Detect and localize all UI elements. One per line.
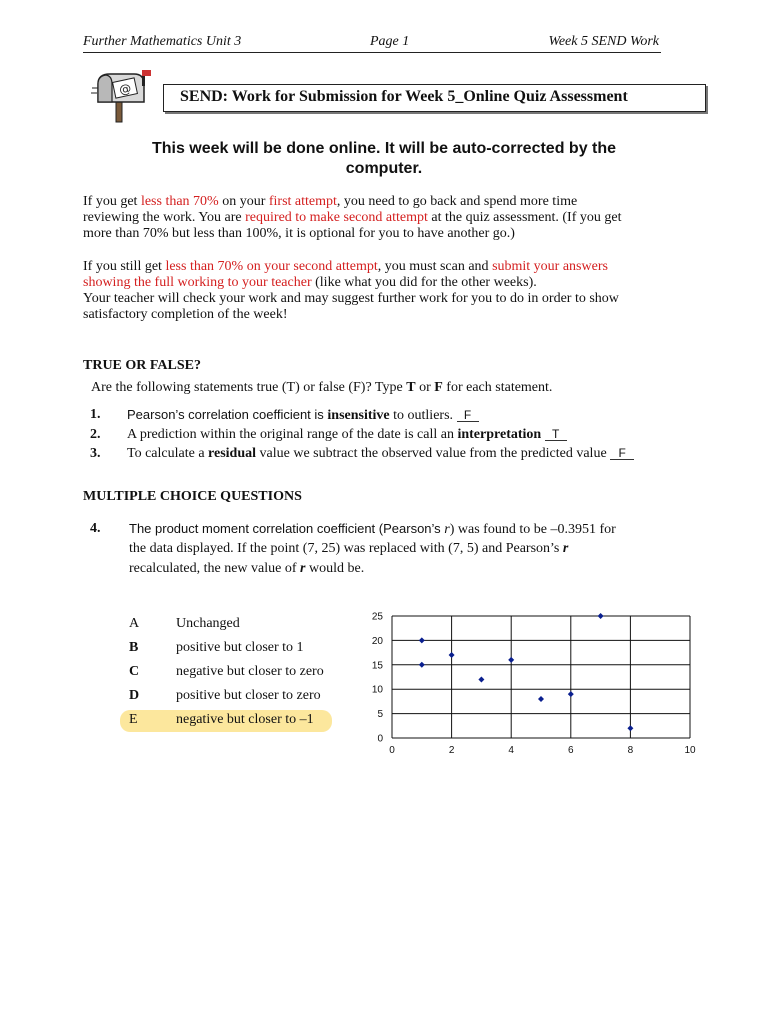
header-week: Week 5 SEND Work (548, 34, 659, 49)
multiple-choice-heading: MULTIPLE CHOICE QUESTIONS (83, 489, 302, 504)
text: residual (208, 446, 257, 461)
question-2-number: 2. (90, 427, 101, 442)
text: value we subtract the observed value from the predicted value (256, 446, 611, 461)
text: If you still get (83, 259, 166, 274)
question-3-answer[interactable]: F (610, 448, 634, 460)
text: interpretation (457, 427, 542, 442)
text: r (444, 522, 450, 537)
attempt-instructions (83, 194, 683, 242)
para1-line-1 (83, 194, 683, 210)
header-course: Further Mathematics Unit 3 (83, 34, 242, 49)
data-point (568, 691, 574, 697)
para2-line-1 (83, 259, 683, 275)
assignment-title-box (163, 84, 706, 112)
option-b-letter[interactable]: B (129, 640, 139, 655)
y-tick-label: 5 (377, 709, 383, 721)
text: The product moment correlation coefficient (Pearson’s (129, 521, 445, 536)
x-tick-label: 8 (627, 745, 634, 756)
page-header (83, 34, 661, 53)
emphasis-text: required to make second attempt (245, 210, 428, 225)
x-tick-label: 0 (389, 745, 395, 756)
text: reviewing the work. You are (83, 210, 246, 225)
text: on your (218, 194, 269, 209)
option-a-text[interactable]: Unchanged (176, 616, 240, 631)
y-tick-label: 20 (371, 635, 383, 647)
data-point (449, 652, 455, 658)
text: or (415, 380, 435, 395)
emphasis-text: less than 70% (140, 194, 219, 209)
text: r (562, 541, 569, 556)
data-point (508, 657, 514, 663)
x-tick-label: 10 (684, 745, 696, 756)
text: recalculated, the new value of (129, 561, 301, 576)
data-point (598, 613, 604, 619)
question-2 (127, 427, 567, 443)
data-point (478, 676, 484, 682)
second-attempt-instructions (83, 259, 683, 323)
data-point (627, 725, 633, 731)
question-1-number: 1. (90, 407, 101, 422)
text: would be. (305, 561, 365, 576)
para2-line-3: Your teacher will check your work and may suggest further work for you to do in order to show (83, 291, 619, 306)
para2-line-4: satisfactory completion of the week! (83, 307, 288, 322)
lead-line-1: This week will be done online. It will be auto-corrected by the (151, 140, 617, 157)
text: A prediction within the original range of the date is call an (127, 427, 458, 442)
text: insensitive (327, 408, 390, 423)
text: the data displayed. If the point (7, 25) was replaced with (7, 5) and Pearson’s (129, 541, 563, 556)
text: at the quiz assessment. (If you get (427, 210, 622, 225)
y-tick-label: 15 (371, 660, 383, 672)
emphasis-text: showing the full working to your teacher (83, 275, 312, 290)
text: , you need to go back and spend more time (336, 194, 578, 209)
question-1 (127, 407, 479, 424)
lead-line-2: computer. (345, 160, 423, 177)
question-2-answer[interactable]: T (545, 429, 567, 441)
question-4-line-2 (129, 541, 568, 557)
true-false-heading: TRUE OR FALSE? (83, 358, 201, 373)
text: r (300, 561, 306, 576)
y-tick-label: 0 (377, 733, 383, 745)
x-tick-label: 4 (508, 745, 514, 756)
data-point (419, 637, 425, 643)
text: If you get (83, 194, 141, 209)
text: (like what you did for the other weeks). (311, 275, 537, 290)
emphasis-text: less than 70% on your second attempt (165, 259, 378, 274)
text: To calculate a (127, 446, 209, 461)
y-tick-label: 25 (371, 611, 383, 623)
option-e-text[interactable]: negative but closer to –1 (176, 712, 314, 727)
x-tick-label: 2 (448, 745, 455, 756)
text: F (434, 380, 443, 395)
option-b-text[interactable]: positive but closer to 1 (176, 640, 304, 655)
para2-line-2 (83, 275, 683, 291)
option-d-letter[interactable]: D (129, 688, 140, 703)
svg-text:@: @ (117, 80, 133, 98)
question-1-answer[interactable]: F (457, 410, 479, 422)
para1-line-3: more than 70% but less than 100%, it is optional for you to have another go.) (83, 226, 515, 241)
true-false-instructions (91, 380, 552, 396)
x-tick-label: 6 (568, 745, 574, 756)
scatter-chart (360, 606, 700, 762)
data-point (419, 662, 425, 668)
text: T (406, 380, 416, 395)
question-4-line-1 (129, 521, 616, 538)
question-4-line-3 (129, 561, 364, 577)
data-point (538, 696, 544, 702)
emphasis-text: first attempt (268, 194, 337, 209)
text: to outliers. (389, 408, 457, 423)
option-a-letter[interactable]: A (129, 616, 140, 631)
option-c-letter[interactable]: C (129, 664, 140, 679)
option-e-letter[interactable]: E (129, 712, 138, 727)
option-d-text[interactable]: positive but closer to zero (176, 688, 321, 703)
para1-line-2 (83, 210, 683, 226)
text: ) was found to be –0.3951 for (449, 522, 616, 537)
option-c-text[interactable]: negative but closer to zero (176, 664, 324, 679)
emphasis-text: submit your answers (492, 259, 608, 274)
question-3 (127, 446, 634, 462)
mailbox-icon (90, 66, 152, 124)
y-tick-label: 10 (371, 684, 383, 696)
question-3-number: 3. (90, 446, 101, 461)
text: for each statement. (442, 380, 553, 395)
text: Are the following statements true (T) or false (F)? Type (91, 380, 407, 395)
assignment-title: SEND: Work for Submission for Week 5_Online Quiz Assessment (180, 88, 628, 105)
header-page-number: Page 1 (370, 34, 410, 49)
text: , you must scan and (377, 259, 493, 274)
text: Pearson’s correlation coefficient is (127, 407, 328, 422)
question-4-number: 4. (90, 521, 101, 536)
